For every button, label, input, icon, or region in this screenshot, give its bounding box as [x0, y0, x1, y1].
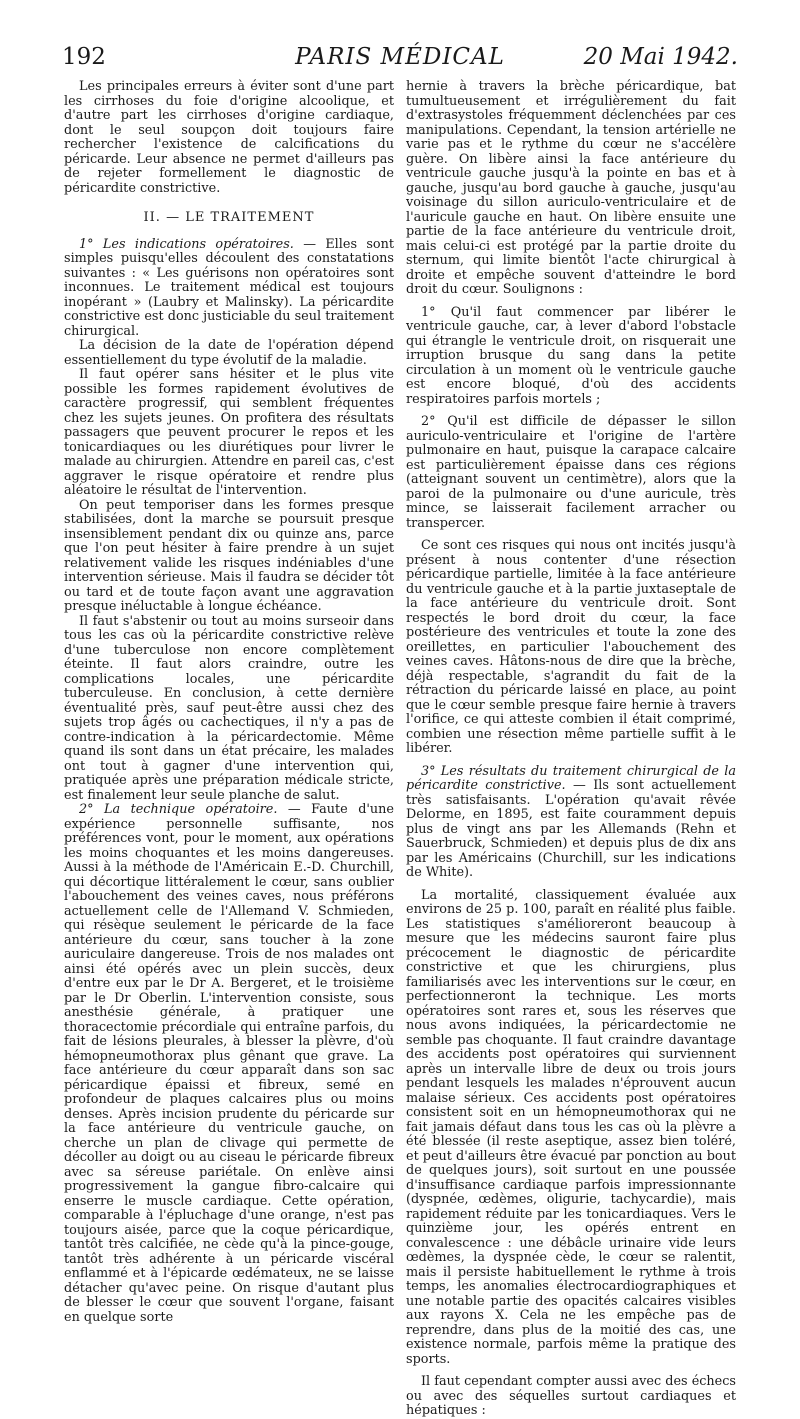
paragraph: Il faut s'abstenir ou tout au moins surseoir dans tous les cas où la péricardite constrictive relève d'une tuberculose non encore complètement éteinte. Il faut alors craindre, outre les complications locales, une péricardite tuberculeuse. En conclusion, à cette dernière éventualité près, sauf peut-être aussi chez des sujets trop âgés ou cachectiques, il n'y a pas de contre-indication à la péricardectomie. Même quand ils sont dans un état précaire, les malades ont tout à gagner d'une intervention qui, pratiquée après une préparation médicale stricte, est finalement leur seule planche de salut. — [64, 613, 394, 803]
paragraph: La mortalité, classiquement évaluée aux environs de 25 p. 100, paraît en réalité plus faible. Les statistiques s'amélioreront beaucoup à mesure que les médecins sauront faire plus précocement le diagnostic de péricardite constrictive et que les chirurgiens, plus familiarisés avec les interventions sur le cœur, en perfectionneront la technique. Les morts opératoires sont rares et, sous les réserves que nous avons indiquées, la péricardectomie ne semble pas choquante. Il faut craindre davantage des accidents post opératoires qui surviennent après un intervalle libre de deux ou trois jours pendant lesquels les malades n'éprouvent aucun malaise sérieux. Ces accidents post opératoires consistent soit en un hémopneumothorax qui ne fait jamais défaut dans tous les cas où la plèvre a été blessée (il reste aseptique, assez bien toléré, et peut d'ailleurs être évacué par ponction au bout de quelques jours), soit surtout en une poussée d'insuffisance cardiaque parfois impressionnante (dyspnée, œdèmes, oligurie, tachycardie), mais rapidement réduite par les tonicardiaques. Vers le quinzième jour, les opérés entrent en convalescence : une débâcle urinaire vide leurs œdèmes, la dyspnée cède, le cœur se ralentit, mais il persiste habituellement le rythme à trois temps, les anomalies électrocardiographiques et une notable partie des opacités calcaires visibles aux rayons X. Cela ne les empêche pas de reprendre, dans plus de la moitié des cas, une existence normale, parfois même la pratique des sports. — [406, 887, 736, 1367]
paragraph-text: — Elles sont simples puisqu'elles découlent des constatations suivantes : « Les guérisons non opératoires sont inconnues. Le traitement médical est toujours inopérant » (Laubry et Malinsky). La péricardite constrictive est donc justiciable du seul traitement chirurgical. — [64, 236, 395, 339]
paragraph: Il faut opérer sans hésiter et le plus vite possible les formes rapidement évolutives de caractère progressif, qui semblent fréquentes chez les sujets jeunes. On profitera des résultats passagers que peuvent procurer le repos et les tonicardiaques ou les diurétiques pour livrer le malade au chirurgien. Attendre en pareil cas, c'est aggraver le risque opératoire et rendre plus aléatoire le résultat de l'intervention. — [64, 367, 394, 498]
page-header — [62, 44, 738, 74]
right-column — [406, 80, 736, 1419]
journal-title: PARIS MÉDICAL — [295, 44, 505, 70]
subheading: 1° Les indications opératoires. — [79, 236, 294, 252]
paragraph-results — [406, 765, 736, 881]
page-number: 192 — [62, 44, 106, 70]
paragraph-text: — Ils sont actuellement très satisfaisants. L'opération qu'avait rêvée Delorme, en 1895, est faite couramment depuis plus de vingt ans par les Allemands (Rehn et Sauerbruck, Schmieden) et depuis plus de dix ans par les Américains (Churchill, sur les indications de White). — [406, 778, 737, 880]
paragraph-indications — [64, 238, 394, 340]
paragraph-technique — [64, 803, 394, 1325]
paragraph: Il faut cependant compter aussi avec des échecs ou avec des séquelles surtout cardiaques et hépatiques : — [406, 1374, 736, 1418]
section-heading: II. — LE TRAITEMENT — [143, 210, 315, 225]
paragraph: On peut temporiser dans les formes presque stabilisées, dont la marche se poursuit presque insensiblement pendant dix ou quinze ans, parce que l'on peut hésiter à faire prendre à un sujet relativement valide les risques indéniables d'une intervention sérieuse. Mais il faudra se décider tôt ou tard et de toute façon avant une aggravation presque inéluctable à longue échéance. — [64, 497, 394, 614]
paragraph: 2° Qu'il est difficile de dépasser le sillon auriculo-ventriculaire et l'origine de l'artère pulmonaire en haut, puisque la carapace calcaire est particulièrement épaisse dans ces régions (atteignant souvent un centimètre), alors que la paroi de la pulmonaire ou d'une auricule, très mince, se laisserait facilement arracher ou transpercer. — [406, 414, 736, 531]
paragraph: Les principales erreurs à éviter sont d'une part les cirrhoses du foie d'origine alcoolique, et d'autre part les cirrhoses d'origine cardiaque, dont le seul soupçon doit toujours faire rechercher l'existence de calcifications du péricarde. Leur absence ne permet d'ailleurs pas de rejeter formellement le diagnostic de péricardite constrictive. — [64, 79, 394, 196]
left-column — [64, 80, 394, 1325]
subheading: 2° La technique opératoire. — [79, 802, 278, 817]
paragraph: Ce sont ces risques qui nous ont incités jusqu'à présent à nous contenter d'une résection péricardique partielle, limitée à la face antérieure du ventricule gauche et à la partie juxtaseptale de la face antérieure du ventricule droit. Sont respectés le bord droit du cœur, la face postérieure des ventricules et toute la zone des oreillettes, en particulier l'abouchement des veines caves. Hâtons-nous de dire que la brèche, déjà respectable, s'agrandit du fait de la rétraction du péricarde laissé en place, au point que le cœur semble presque faire hernie à travers l'orifice, ce qui atteste combien il était comprimé, combien une résection même partielle suffit à le libérer. — [406, 538, 736, 756]
paragraph-text: — Faute d'une expérience personnelle suffisante, nos préférences vont, pour le moment, aux opérations les moins choquantes et les moins dangereuses. Aussi à la méthode de l'Américain E.-D. Churchill, qui décortique littéralement le cœur, sans oublier l'abouchement des veines caves, nous préférons actuellement celle de l'Allemand V. Schmieden, qui résèque seulement le péricarde de la face antérieure du cœur, sans toucher à la zone auriculaire dangereuse. Trois de nos malades ont ainsi été opérés avec un plein succès, deux d'entre eux par le Dr A. Bergeret, et le troisième par le Dr Oberlin. L'intervention consiste, sous anesthésie générale, à pratiquer une thoracectomie précordiale qui entraîne parfois, du fait de lésions pleurales, à blesser la plèvre, d'où hémopneumothorax plus gênant que grave. La face antérieure du cœur apparaît dans son sac péricardique épaissi et fibreux, semé en profondeur de plaques calcaires plus ou moins denses. Après incision prudente du péricarde sur la face antérieure du ventricule gauche, on cherche un plan de clivage qui permette de décoller au doigt ou au ciseau le péricarde fibreux avec sa séreuse pariétale. On enlève ainsi progressivement la gangue fibro-calcaire qui enserre le muscle cardiaque. Cette opération, comparable à l'épluchage d'une orange, n'est pas toujours aisée, parce que la coque péricardique, tantôt très calcifiée, ne cède qu'à la pince-gouge, tantôt très adhérente à un péricarde viscéral enflammé et à l'épicarde œdémateux, ne se laisse détacher qu'avec peine. On risque d'autant plus de blesser le cœur que souvent l'organe, faisant en quelque sorte — [64, 802, 394, 1325]
paragraph: La décision de la date de l'opération dépend essentiellement du type évolutif de la maladie. — [64, 338, 394, 368]
paragraph: 1° Qu'il faut commencer par libérer le ventricule gauche, car, à lever d'abord l'obstacle qui étrangle le ventricule droit, on risquerait une irruption brusque du sang dans la petite circulation à un moment où le ventricule gauche est encore bloqué, d'où des accidents respiratoires parfois mortels ; — [406, 304, 736, 407]
paragraph: hernie à travers la brèche péricardique, bat tumultueusement et irrégulièrement du fait d'extrasystoles fréquemment déclenchées par ces manipulations. Cependant, la tension artérielle ne varie pas et le rythme du cœur ne s'accélère guère. On libère ainsi la face antérieure du ventricule gauche jusqu'à la pointe en bas et à gauche, jusqu'au bord gauche à gauche, jusqu'au voisinage du sillon auriculo-ventriculaire et de l'auricule gauche en haut. On libère ensuite une partie de la face antérieure du ventricule droit, mais celui-ci est protégé par la partie droite du sternum, qui limite bientôt l'acte chirurgical à droite et empêche souvent d'atteindre le bord droit du cœur. Soulignons : — [406, 79, 736, 297]
issue-date: 20 Mai 1942. — [583, 44, 738, 70]
subheading: 3° Les résultats du traitement chirurgical de la péricardite constrictive. — [406, 763, 736, 793]
